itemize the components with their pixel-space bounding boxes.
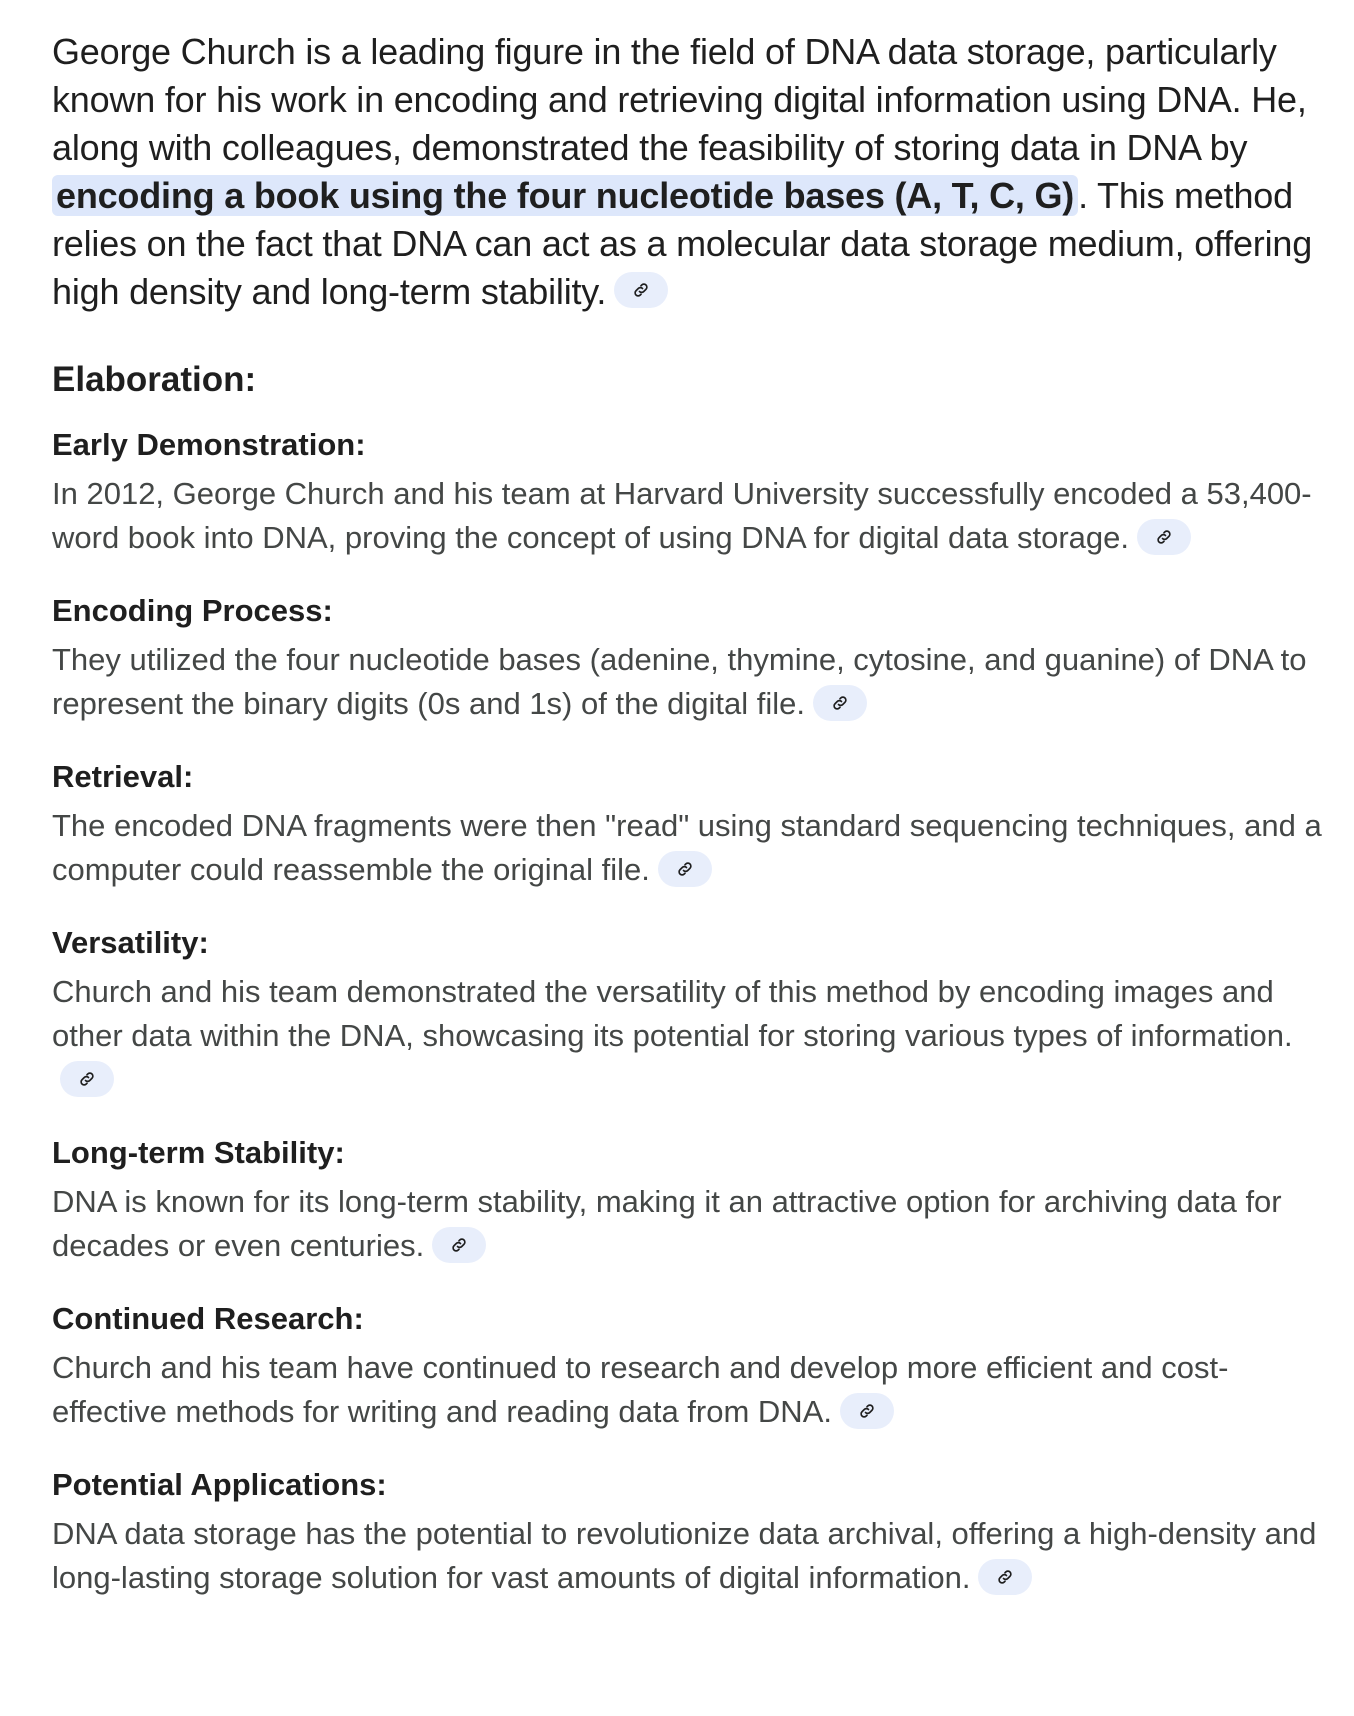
section-title: Potential Applications: [52, 1467, 387, 1502]
section-text: They utilized the four nucleotide bases (adenine, thymine, cytosine, and guanine) of DNA to represent the binary digits (0s and 1s) of the digital file. [52, 642, 1307, 721]
section-text: Church and his team demonstrated the versatility of this method by encoding images and other data within the DNA, showcasing its potential for storing various types of information. [52, 974, 1293, 1053]
intro-text: George Church is a leading figure in the field of DNA data storage, particularly known for his work in encoding and retrieving digital information using DNA. He, along with colleagues, demonstrated the feasibility of storing data in DNA by [52, 31, 1307, 168]
link-icon [632, 281, 650, 299]
section-retrieval [52, 756, 1322, 892]
section-potential-applications [52, 1464, 1322, 1600]
section-text: The encoded DNA fragments were then "read" using standard sequencing techniques, and a computer could reassemble the original file. [52, 808, 1322, 887]
section-text: DNA is known for its long-term stability, making it an attractive option for archiving data for decades or even centuries. [52, 1184, 1282, 1263]
section-title: Versatility: [52, 925, 209, 960]
section-title: Early Demonstration: [52, 427, 366, 462]
link-icon [676, 860, 694, 878]
source-link-button[interactable] [813, 685, 867, 721]
source-link-button[interactable] [60, 1061, 114, 1097]
section-body [52, 1180, 1322, 1268]
elaboration-heading: Elaboration: [52, 360, 257, 399]
section-text: In 2012, George Church and his team at Harvard University successfully encoded a 53,400-word book into DNA, proving the concept of using DNA for digital data storage. [52, 476, 1312, 555]
link-icon [996, 1568, 1014, 1586]
section-body [52, 1512, 1322, 1600]
link-icon [831, 694, 849, 712]
section-title: Continued Research: [52, 1301, 364, 1336]
section-text: Church and his team have continued to research and develop more efficient and cost-effective methods for writing and reading data from DNA. [52, 1350, 1229, 1429]
section-early-demonstration [52, 424, 1322, 560]
source-link-button[interactable] [658, 851, 712, 887]
section-body [52, 804, 1322, 892]
source-link-button[interactable] [978, 1559, 1032, 1595]
highlighted-text[interactable]: encoding a book using the four nucleotide bases (A, T, C, G) [52, 175, 1078, 216]
section-versatility [52, 922, 1322, 1102]
section-encoding-process [52, 590, 1322, 726]
link-icon [858, 1402, 876, 1420]
source-link-button[interactable] [432, 1227, 486, 1263]
link-icon [450, 1236, 468, 1254]
response-content [52, 28, 1322, 1600]
intro-text-end: . This method relies on the fact that DNA can act as a molecular data storage medium, offering high density and long-term stability. [52, 175, 1313, 312]
source-link-button[interactable] [614, 272, 668, 308]
section-body [52, 970, 1322, 1102]
section-body [52, 472, 1322, 560]
source-link-button[interactable] [1137, 519, 1191, 555]
section-title: Retrieval: [52, 759, 194, 794]
section-title: Encoding Process: [52, 593, 333, 628]
intro-paragraph [52, 28, 1322, 316]
section-title: Long-term Stability: [52, 1135, 345, 1170]
sections-list [52, 424, 1322, 1600]
source-link-button[interactable] [840, 1393, 894, 1429]
section-text: DNA data storage has the potential to revolutionize data archival, offering a high-density and long-lasting storage solution for vast amounts of digital information. [52, 1516, 1317, 1595]
link-icon [78, 1070, 96, 1088]
section-long-term-stability [52, 1132, 1322, 1268]
link-icon [1155, 528, 1173, 546]
section-continued-research [52, 1298, 1322, 1434]
section-body [52, 1346, 1322, 1434]
section-body [52, 638, 1322, 726]
